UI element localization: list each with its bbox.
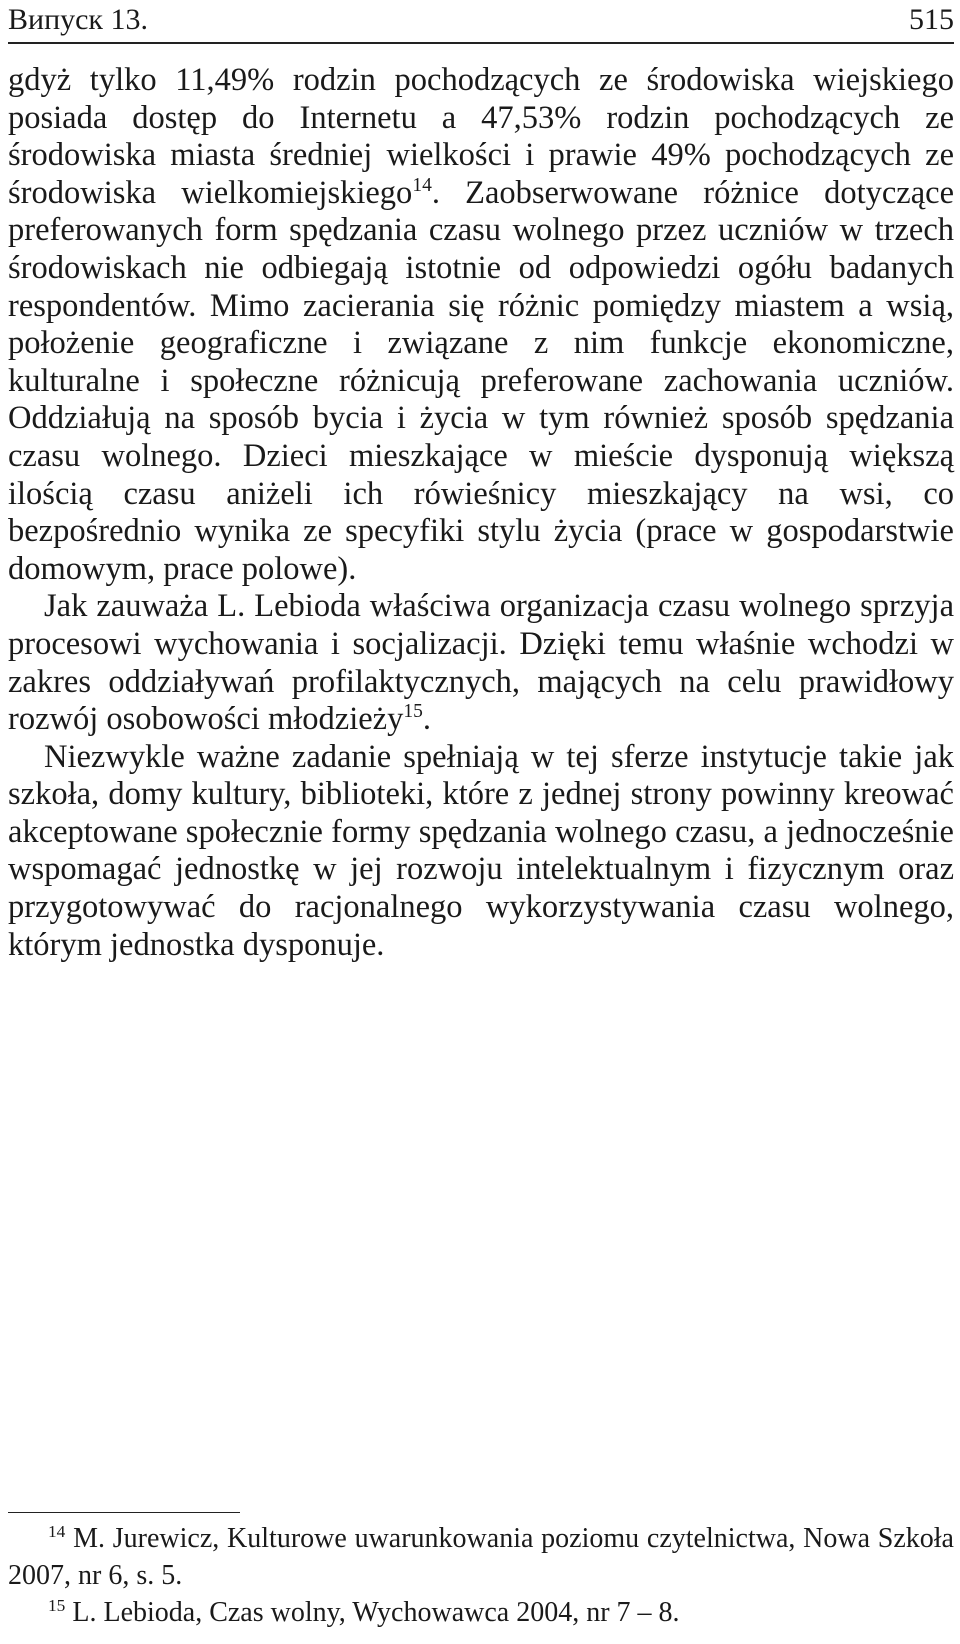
paragraph-3: Niezwykle ważne zadanie spełniają w tej sferze instytucje takie jak szkoła, domy kultury, biblioteki, które z jednej strony powinny kreować akceptowane społecznie formy spędzania wolnego czasu, a jednocześnie wspomagać jednostkę w jej rozwoju intelektualnym i fizycznym oraz przygotowywać do racjonalnego wykorzystywania czasu wolnego, którym jednostka dysponuje.	[8, 738, 954, 963]
document-page	[8, 0, 954, 1644]
paragraph-1-text-b: . Zaobserwowane różnice dotyczące preferowanych form spędzania czasu wolnego przez uczniów w trzech środowiskach nie odbiegają istotnie od odpowiedzi ogółu badanych respondentów. Mimo zacierania się różnic pomiędzy miastem a wsią, położenie geograficzne i związane z nim funkcje ekonomiczne, kulturalne i społeczne różnicują preferowane zachowania uczniów. Oddziałują na sposób bycia i życia w tym również sposób spędzania czasu wolnego. Dzieci mieszkające w mieście dysponują większą ilością czasu aniżeli ich rówieśnicy mieszkający na wsi, co bezpośrednio wynika ze specyfiki stylu życia (prace w gospodarstwie domowym, prace polowe).	[8, 174, 954, 587]
footnote-ref-14: 14	[412, 175, 432, 197]
issue-label: Випуск 13.	[8, 3, 149, 36]
footnote-15-number: 15	[48, 1596, 66, 1616]
footnote-15-text: L. Lebioda, Czas wolny, Wychowawca 2004, nr 7 – 8.	[65, 1597, 680, 1628]
running-header	[8, 0, 954, 44]
footnote-separator	[8, 1512, 240, 1513]
paragraph-1	[8, 62, 954, 588]
footnotes	[8, 1520, 954, 1631]
footnote-15	[8, 1594, 954, 1631]
footnote-ref-15: 15	[403, 701, 423, 723]
footnote-14-text: M. Jurewicz, Kulturowe uwarunkowania poziomu czytelnictwa, Nowa Szkoła 2007, nr 6, s. 5.	[8, 1523, 954, 1591]
paragraph-1-text-a: gdyż tylko 11,49% rodzin pochodzących ze środowiska wiejskiego posiada dostęp do Internetu a 47,53% rodzin pochodzących ze środowiska miasta średniej wielkości i prawie 49% pochodzących ze środowiska wielkomiejskiego	[8, 62, 954, 211]
paragraph-2-text-b: .	[422, 701, 431, 738]
body-text	[8, 62, 954, 964]
paragraph-2	[8, 588, 954, 738]
page-number: 515	[909, 3, 954, 36]
footnote-14	[8, 1520, 954, 1594]
footnote-14-number: 14	[48, 1522, 66, 1542]
paragraph-2-text-a: Jak zauważa L. Lebioda właściwa organizacja czasu wolnego sprzyja procesowi wychowania i socjalizacji. Dzięki temu właśnie wchodzi w zakres oddziaływań profilaktycznych, mających na celu prawidłowy rozwój osobowości młodzieży	[8, 588, 954, 738]
